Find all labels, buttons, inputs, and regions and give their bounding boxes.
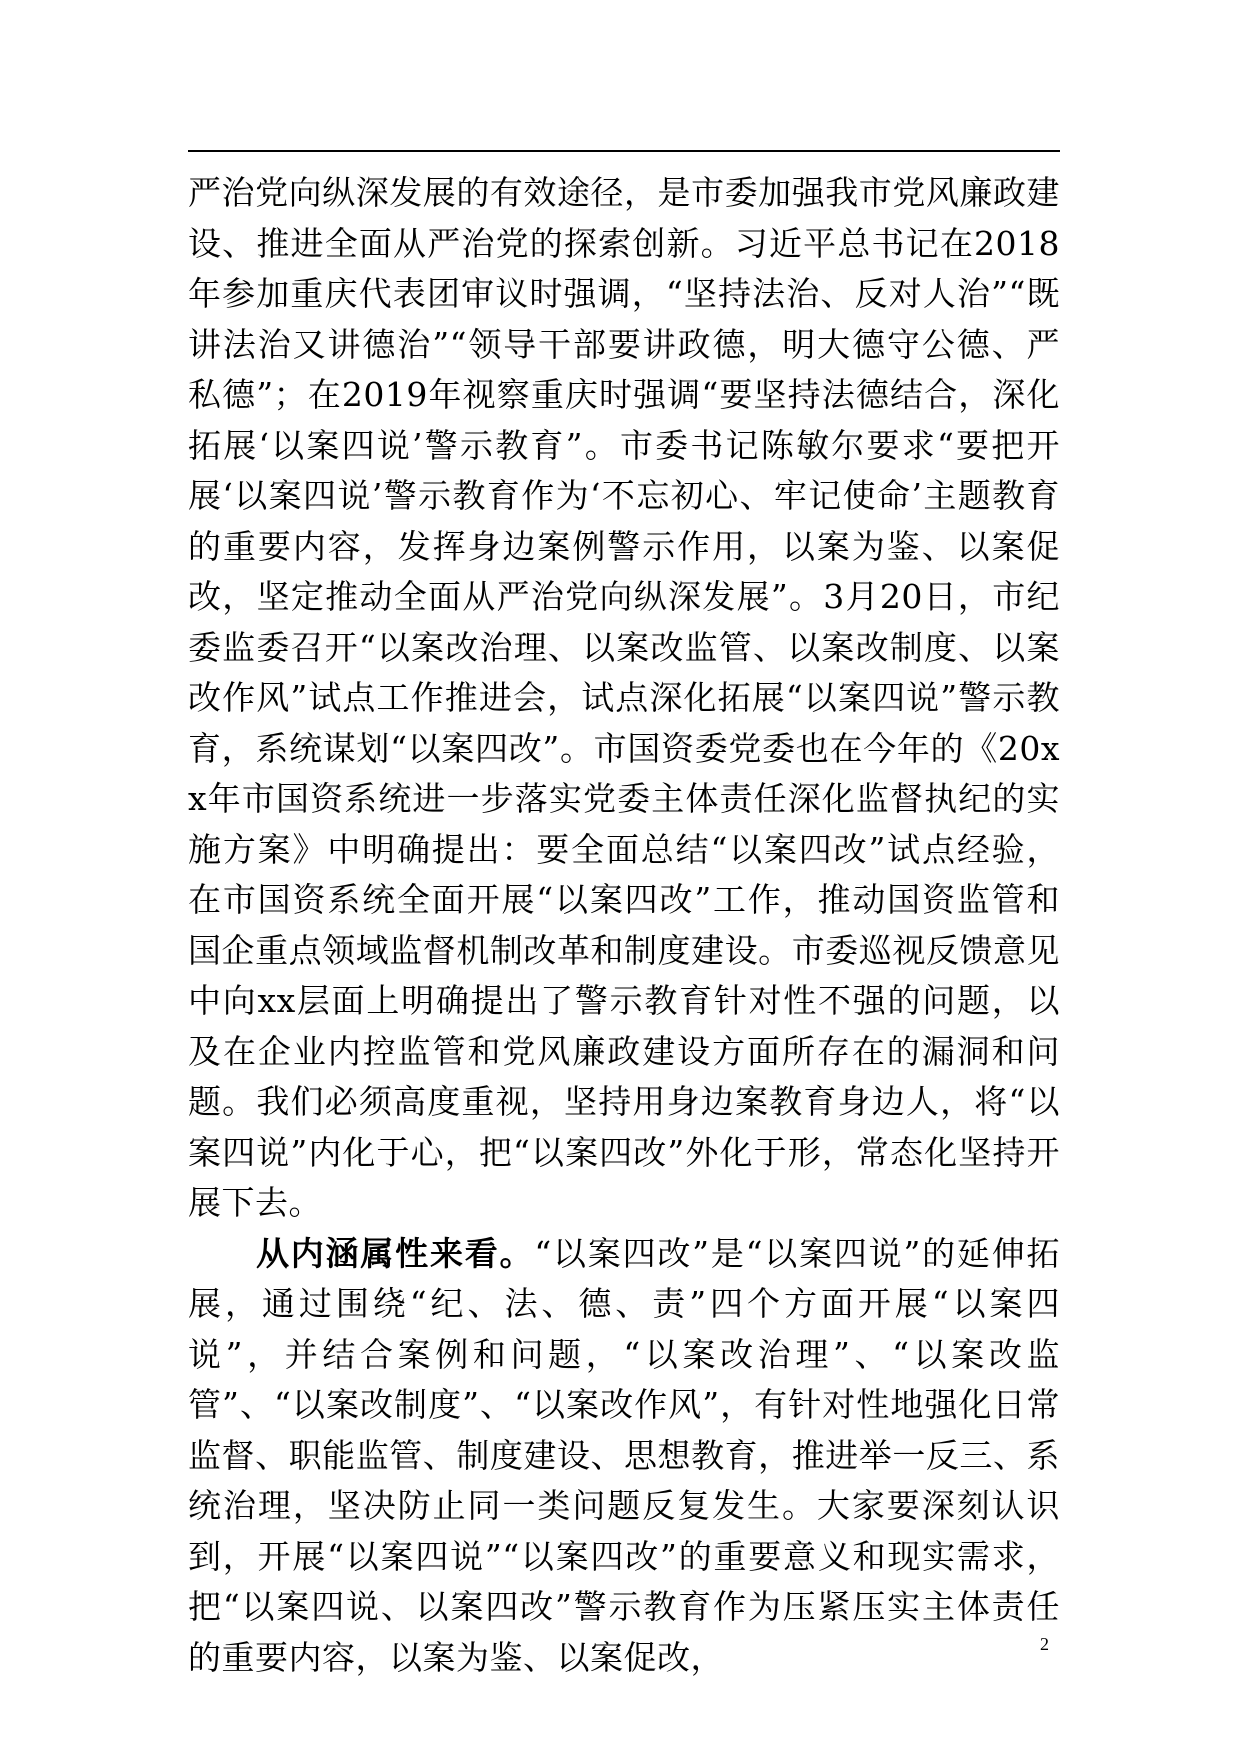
document-body <box>188 168 1060 1683</box>
paragraph-lead-heading: 从内涵属性来看。 <box>256 1233 535 1273</box>
paragraph-continuation <box>188 168 1060 1229</box>
paragraph-connotation <box>188 1229 1060 1684</box>
paragraph-text: 严治党向纵深发展的有效途径，是市委加强我市党风廉政建设、推进全面从严治党的探索创新。习近平总书记在2018年参加重庆代表团审议时强调，“坚持法治、反对人治”“既讲法治又讲德治”“领导干部要讲政德，明大德守公德、严私德”；在2019年视察重庆时强调“要坚持法德结合，深化拓展‘以案四说’警示教育”。市委书记陈敏尔要求“要把开展‘以案四说’警示教育作为‘不忘初心、牢记使命’主题教育的重要内容，发挥身边案例警示作用，以案为鉴、以案促改，坚定推动全面从严治党向纵深发展”。3月20日，市纪委监委召开“以案改治理、以案改监管、以案改制度、以案改作风”试点工作推进会，试点深化拓展“以案四说”警示教育，系统谋划“以案四改”。市国资委党委也在今年的《20xx年市国资系统进一步落实党委主体责任深化监督执纪的实施方案》中明确提出：要全面总结“以案四改”试点经验，在市国资系统全面开展“以案四改”工作，推动国资监管和国企重点领域监督机制改革和制度建设。市委巡视反馈意见中向xx层面上明确提出了警示教育针对性不强的问题，以及在企业内控监管和党风廉政建设方面所存在的漏洞和问题。我们必须高度重视，坚持用身边案教育身边人，将“以案四说”内化于心，把“以案四改”外化于形，常态化坚持开展下去。 <box>188 173 1060 1222</box>
page-number: 2 <box>1040 1634 1049 1654</box>
header-rule <box>188 150 1060 152</box>
paragraph-text: “以案四改”是“以案四说”的延伸拓展，通过围绕“纪、法、德、责”四个方面开展“以案四说”，并结合案例和问题，“以案改治理”、“以案改监管”、“以案改制度”、“以案改作风”，有针对性地强化日常监督、职能监管、制度建设、思想教育，推进举一反三、系统治理，坚决防止同一类问题反复发生。大家要深刻认识到，开展“以案四说”“以案四改”的重要意义和现实需求，把“以案四说、以案四改”警示教育作为压紧压实主体责任的重要内容，以案为鉴、以案促改， <box>188 1233 1061 1677</box>
